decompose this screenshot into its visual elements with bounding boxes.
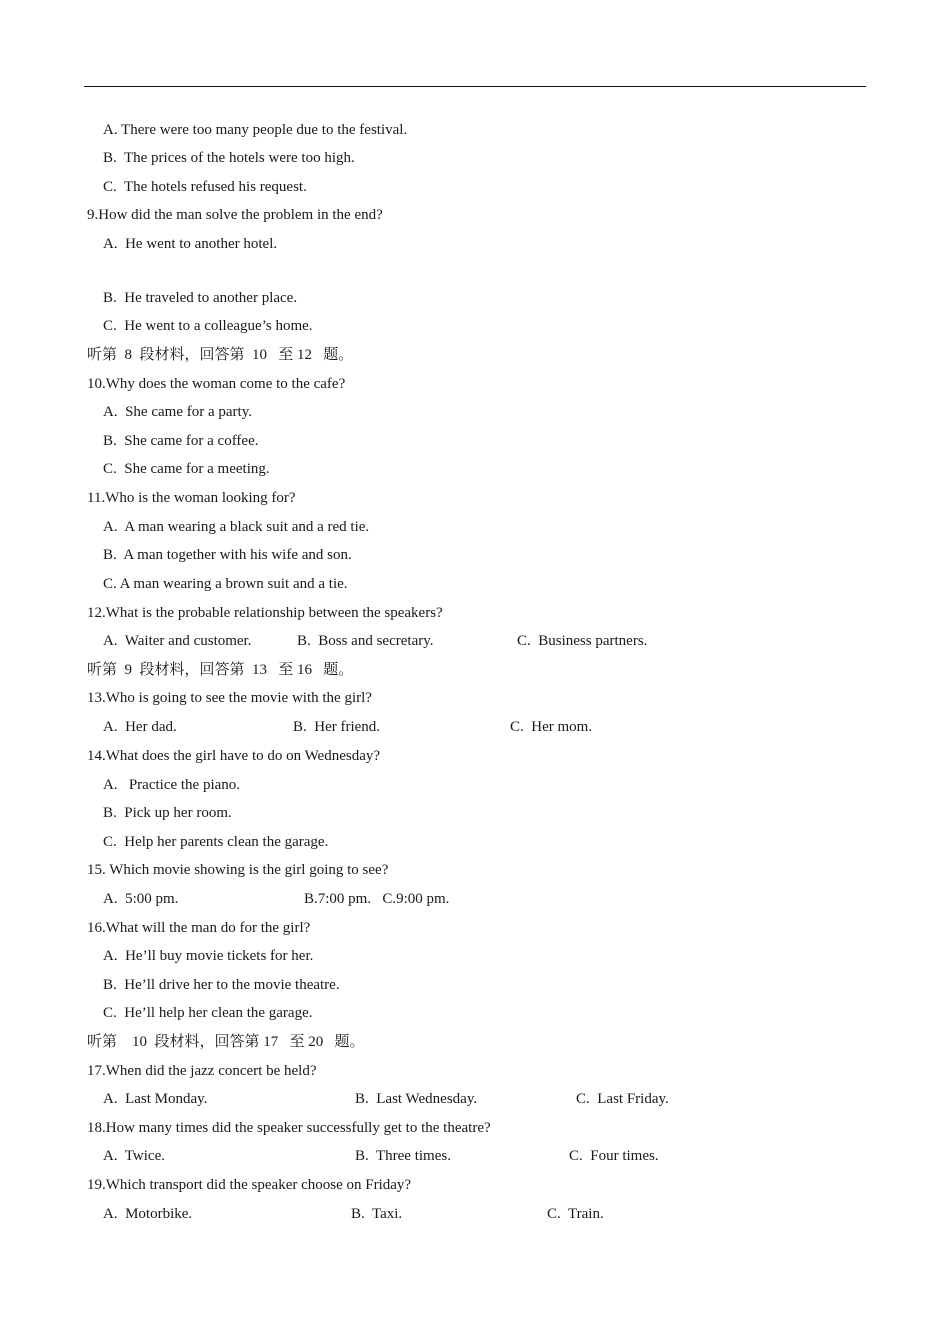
- q18-option-c: C. Four times.: [569, 1148, 659, 1164]
- q14-question: 14.What does the girl have to do on Wednesday?: [87, 748, 381, 764]
- q10-question: 10.Why does the woman come to the cafe?: [87, 376, 346, 392]
- q14-option-b: B. Pick up her room.: [103, 805, 232, 821]
- q12-option-c: C. Business partners.: [517, 633, 648, 649]
- q9-option-a: A. He went to another hotel.: [103, 236, 278, 252]
- q12-option-b: B. Boss and secretary.: [297, 633, 434, 649]
- q15-question: 15. Which movie showing is the girl going to see?: [87, 862, 389, 878]
- q19-option-b: B. Taxi.: [351, 1206, 403, 1222]
- q18-question: 18.How many times did the speaker successfully get to the theatre?: [87, 1120, 491, 1136]
- q12-option-a: A. Waiter and customer.: [103, 633, 252, 649]
- q10-option-c: C. She came for a meeting.: [103, 461, 270, 477]
- q17-option-a: A. Last Monday.: [103, 1091, 208, 1107]
- q11-option-c: C. A man wearing a brown suit and a tie.: [103, 576, 348, 592]
- q19-question: 19.Which transport did the speaker choose on Friday?: [87, 1177, 412, 1193]
- q9-option-c: C. He went to a colleague’s home.: [103, 318, 313, 334]
- q15-option-a: A. 5:00 pm.: [103, 891, 179, 907]
- section-9-instruction: 听第 9 段材料，回答第 13 至 16 题。: [87, 662, 354, 678]
- section-10-instruction: 听第 10 段材料，回答第 17 至 20 题。: [87, 1034, 365, 1050]
- q13-question: 13.Who is going to see the movie with the girl?: [87, 690, 372, 706]
- q11-option-b: B. A man together with his wife and son.: [103, 547, 352, 563]
- q11-option-a: A. A man wearing a black suit and a red tie.: [103, 519, 370, 535]
- q9-option-b: B. He traveled to another place.: [103, 290, 298, 306]
- q16-option-b: B. He’ll drive her to the movie theatre.: [103, 977, 340, 993]
- q14-option-a: A. Practice the piano.: [103, 777, 241, 793]
- q16-option-a: A. He’ll buy movie tickets for her.: [103, 948, 314, 964]
- q17-option-b: B. Last Wednesday.: [355, 1091, 478, 1107]
- q19-option-c: C. Train.: [547, 1206, 604, 1222]
- q14-option-c: C. Help her parents clean the garage.: [103, 834, 329, 850]
- q13-option-b: B. Her friend.: [293, 719, 381, 735]
- q8-option-b: B. The prices of the hotels were too high.: [103, 150, 355, 166]
- q13-option-a: A. Her dad.: [103, 719, 177, 735]
- q10-option-a: A. She came for a party.: [103, 404, 252, 420]
- q8-option-c: C. The hotels refused his request.: [103, 179, 307, 195]
- q18-option-a: A. Twice.: [103, 1148, 165, 1164]
- q17-option-c: C. Last Friday.: [576, 1091, 669, 1107]
- q9-question: 9.How did the man solve the problem in the end?: [87, 207, 383, 223]
- q13-option-c: C. Her mom.: [510, 719, 593, 735]
- q16-option-c: C. He’ll help her clean the garage.: [103, 1005, 313, 1021]
- section-8-instruction: 听第 8 段材料，回答第 10 至 12 题。: [87, 347, 354, 363]
- header-rule: [84, 86, 866, 87]
- q18-option-b: B. Three times.: [355, 1148, 451, 1164]
- q17-question: 17.When did the jazz concert be held?: [87, 1063, 317, 1079]
- q10-option-b: B. She came for a coffee.: [103, 433, 259, 449]
- q12-question: 12.What is the probable relationship between the speakers?: [87, 605, 443, 621]
- q8-option-a: A. There were too many people due to the festival.: [103, 122, 408, 138]
- q11-question: 11.Who is the woman looking for?: [87, 490, 296, 506]
- q15-option-bc: B.7:00 pm. C.9:00 pm.: [304, 891, 450, 907]
- q16-question: 16.What will the man do for the girl?: [87, 920, 311, 936]
- q19-option-a: A. Motorbike.: [103, 1206, 193, 1222]
